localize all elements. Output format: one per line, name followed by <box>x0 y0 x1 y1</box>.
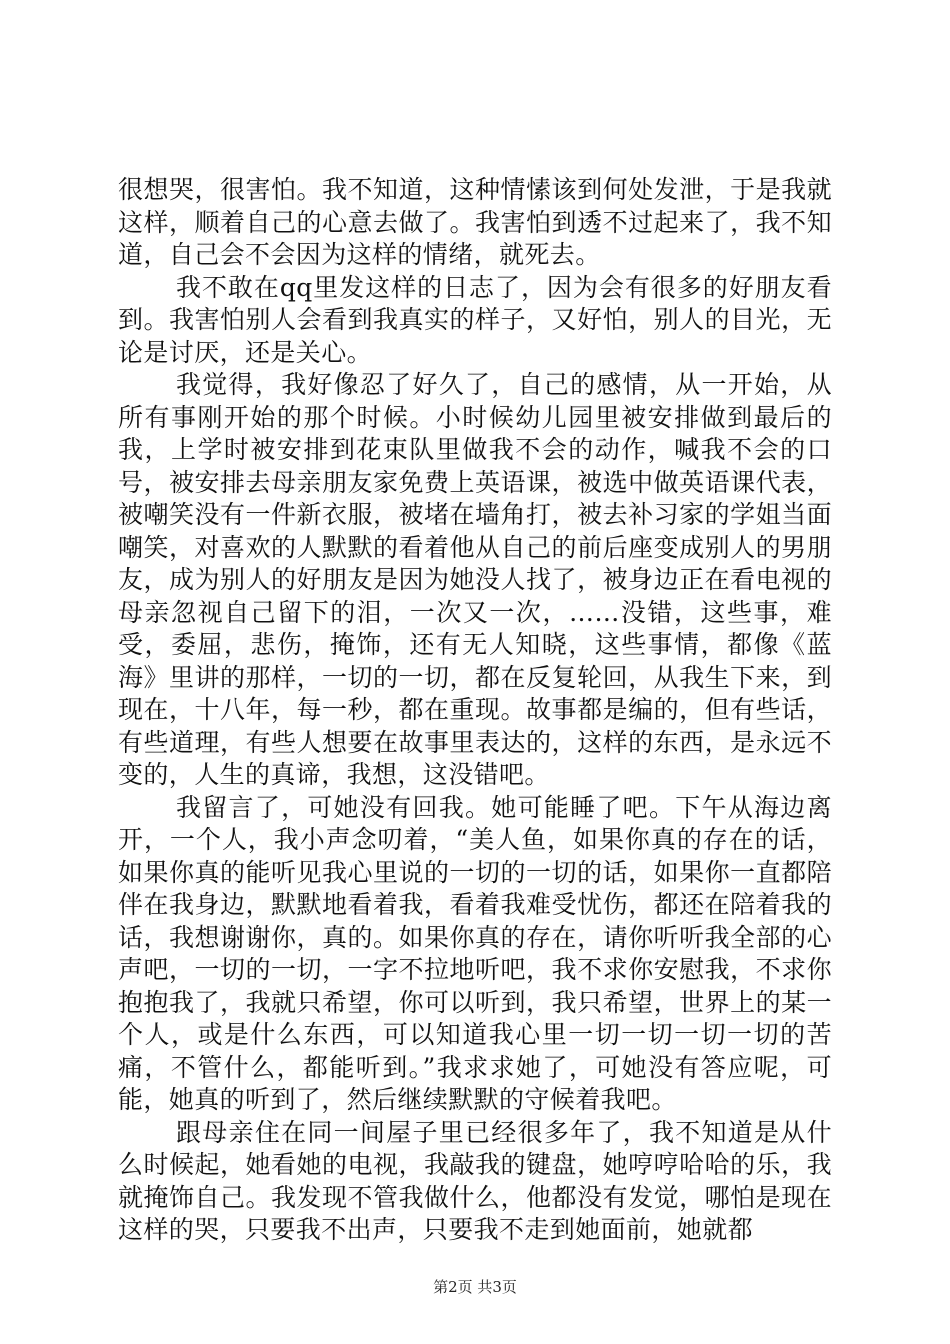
paragraph-qq-diary: 我不敢在qq里发这样的日志了，因为会有很多的好朋友看到。我害怕别人会看到我真实的样子，又好怕，别人的目光，无论是讨厌，还是关心。 <box>118 272 832 367</box>
paragraph-mother: 跟母亲住在同一间屋子里已经很多年了，我不知道是从什么时候起，她看她的电视，我敲我的键盘，她哼哼哈哈的乐，我就掩饰自己。我发现不管我做什么，他都没有发觉，哪怕是现在这样的哭，只要我不出声，只要我不走到她面前，她就都 <box>118 1117 832 1244</box>
paragraph-mermaid: 我留言了，可她没有回我。她可能睡了吧。下午从海边离开，一个人，我小声念叨着，“美人鱼，如果你真的存在的话，如果你真的能听见我心里说的一切的一切的话，如果你一直都陪伴在我身边，默默地看着我，看着我难受忧伤，都还在陪着我的话，我想谢谢你，真的。如果你真的存在，请你听听我全部的心声吧，一切的一切，一字不拉地听吧，我不求你安慰我，不求你抱抱我了，我就只希望，你可以听到，我只希望，世界上的某一个人，或是什么东西，可以知道我心里一切一切一切一切的苦痛，不管什么，都能听到。”我求求她了，可她没有答应呢，可能，她真的听到了，然后继续默默的守候着我吧。 <box>118 792 832 1114</box>
paragraph-memories: 我觉得，我好像忍了好久了，自己的感情，从一开始，从所有事刚开始的那个时候。小时候幼儿园里被安排做到最后的我，上学时被安排到花束队里做我不会的动作，喊我不会的口号，被安排去母亲朋友家免费上英语课，被选中做英语课代表，被嘲笑没有一件新衣服，被堵在墙角打，被去补习家的学姐当面嘲笑，对喜欢的人默默的看着他从自己的前后座变成别人的男朋友，成为别人的好朋友是因为她没人找了，被身边正在看电视的母亲忽视自己留下的泪，一次又一次，……没错，这些事，难受，委屈，悲伤，掩饰，还有无人知晓，这些事情，都像《蓝海》里讲的那样，一切的一切，都在反复轮回，从我生下来，到现在，十八年，每一秒，都在重现。故事都是编的，但有些话，有些道理，有些人想要在故事里表达的，这样的东西，是永远不变的，人生的真谛，我想，这没错吧。 <box>118 370 832 789</box>
page-footer: 第2页 共3页 <box>433 1278 517 1296</box>
document-body <box>118 174 832 1247</box>
paragraph-continued: 很想哭，很害怕。我不知道，这种情愫该到何处发泄，于是我就这样，顺着自己的心意去做了。我害怕到透不过起来了，我不知道，自己会不会因为这样的情绪，就死去。 <box>118 175 832 269</box>
